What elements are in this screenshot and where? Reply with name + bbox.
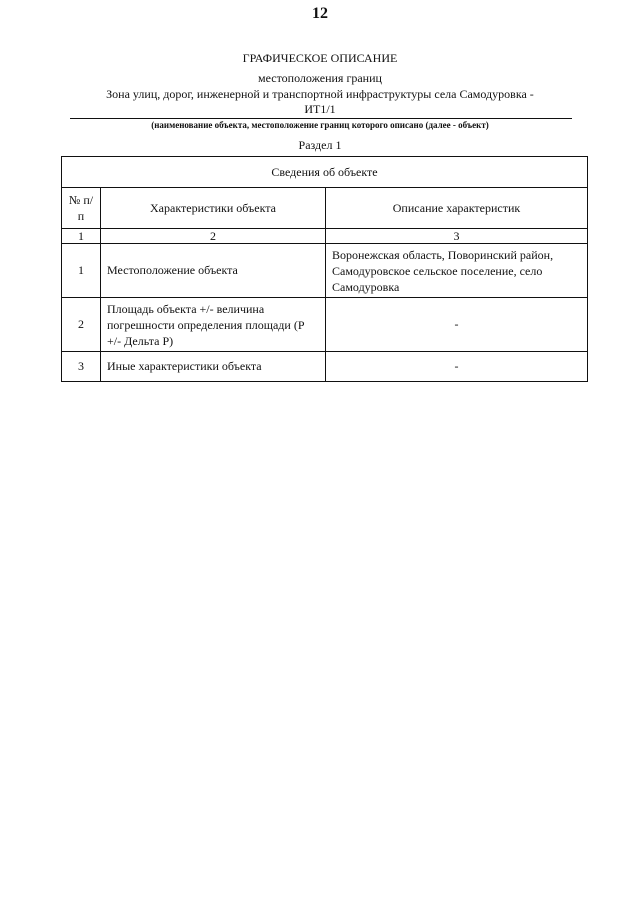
row-description: Воронежская область, Поворинский район, Самодуровское сельское поселение, село Самодуровка <box>326 244 588 298</box>
row-characteristic: Площадь объекта +/- величина погрешности определения площади (Р +/- Дельта Р) <box>101 298 326 352</box>
row-characteristic: Иные характеристики объекта <box>101 352 326 382</box>
document-subtitle: местоположения границ <box>258 71 382 85</box>
column-number-1: 1 <box>62 229 101 244</box>
page-number: 12 <box>312 5 328 22</box>
row-number: 3 <box>62 352 101 382</box>
underline-rule <box>70 118 572 119</box>
column-number-3: 3 <box>326 229 588 244</box>
object-name-line-1: Зона улиц, дорог, инженерной и транспортной инфраструктуры села Самодуровка - <box>106 87 534 101</box>
row-description: - <box>326 352 588 382</box>
table-row <box>62 298 588 352</box>
table-header: Сведения об объекте <box>62 157 588 188</box>
table-row <box>62 352 588 382</box>
column-header-number: № п/п <box>62 188 101 229</box>
row-characteristic: Местоположение объекта <box>101 244 326 298</box>
table-header-row <box>62 157 588 188</box>
row-number: 2 <box>62 298 101 352</box>
document-title: ГРАФИЧЕСКОЕ ОПИСАНИЕ <box>242 51 398 65</box>
column-headers-row <box>62 188 588 229</box>
row-number: 1 <box>62 244 101 298</box>
object-name-line-2: ИТ1/1 <box>304 102 336 116</box>
row-description: - <box>326 298 588 352</box>
column-number-2: 2 <box>101 229 326 244</box>
column-header-description: Описание характеристик <box>326 188 588 229</box>
section-title: Раздел 1 <box>298 138 342 152</box>
table-row <box>62 244 588 298</box>
object-info-table <box>61 156 588 382</box>
column-numbers-row <box>62 229 588 244</box>
column-header-characteristic: Характеристики объекта <box>101 188 326 229</box>
object-caption: (наименование объекта, местоположение границ которого описано (далее - объект) <box>151 120 489 130</box>
object-name <box>60 87 580 117</box>
